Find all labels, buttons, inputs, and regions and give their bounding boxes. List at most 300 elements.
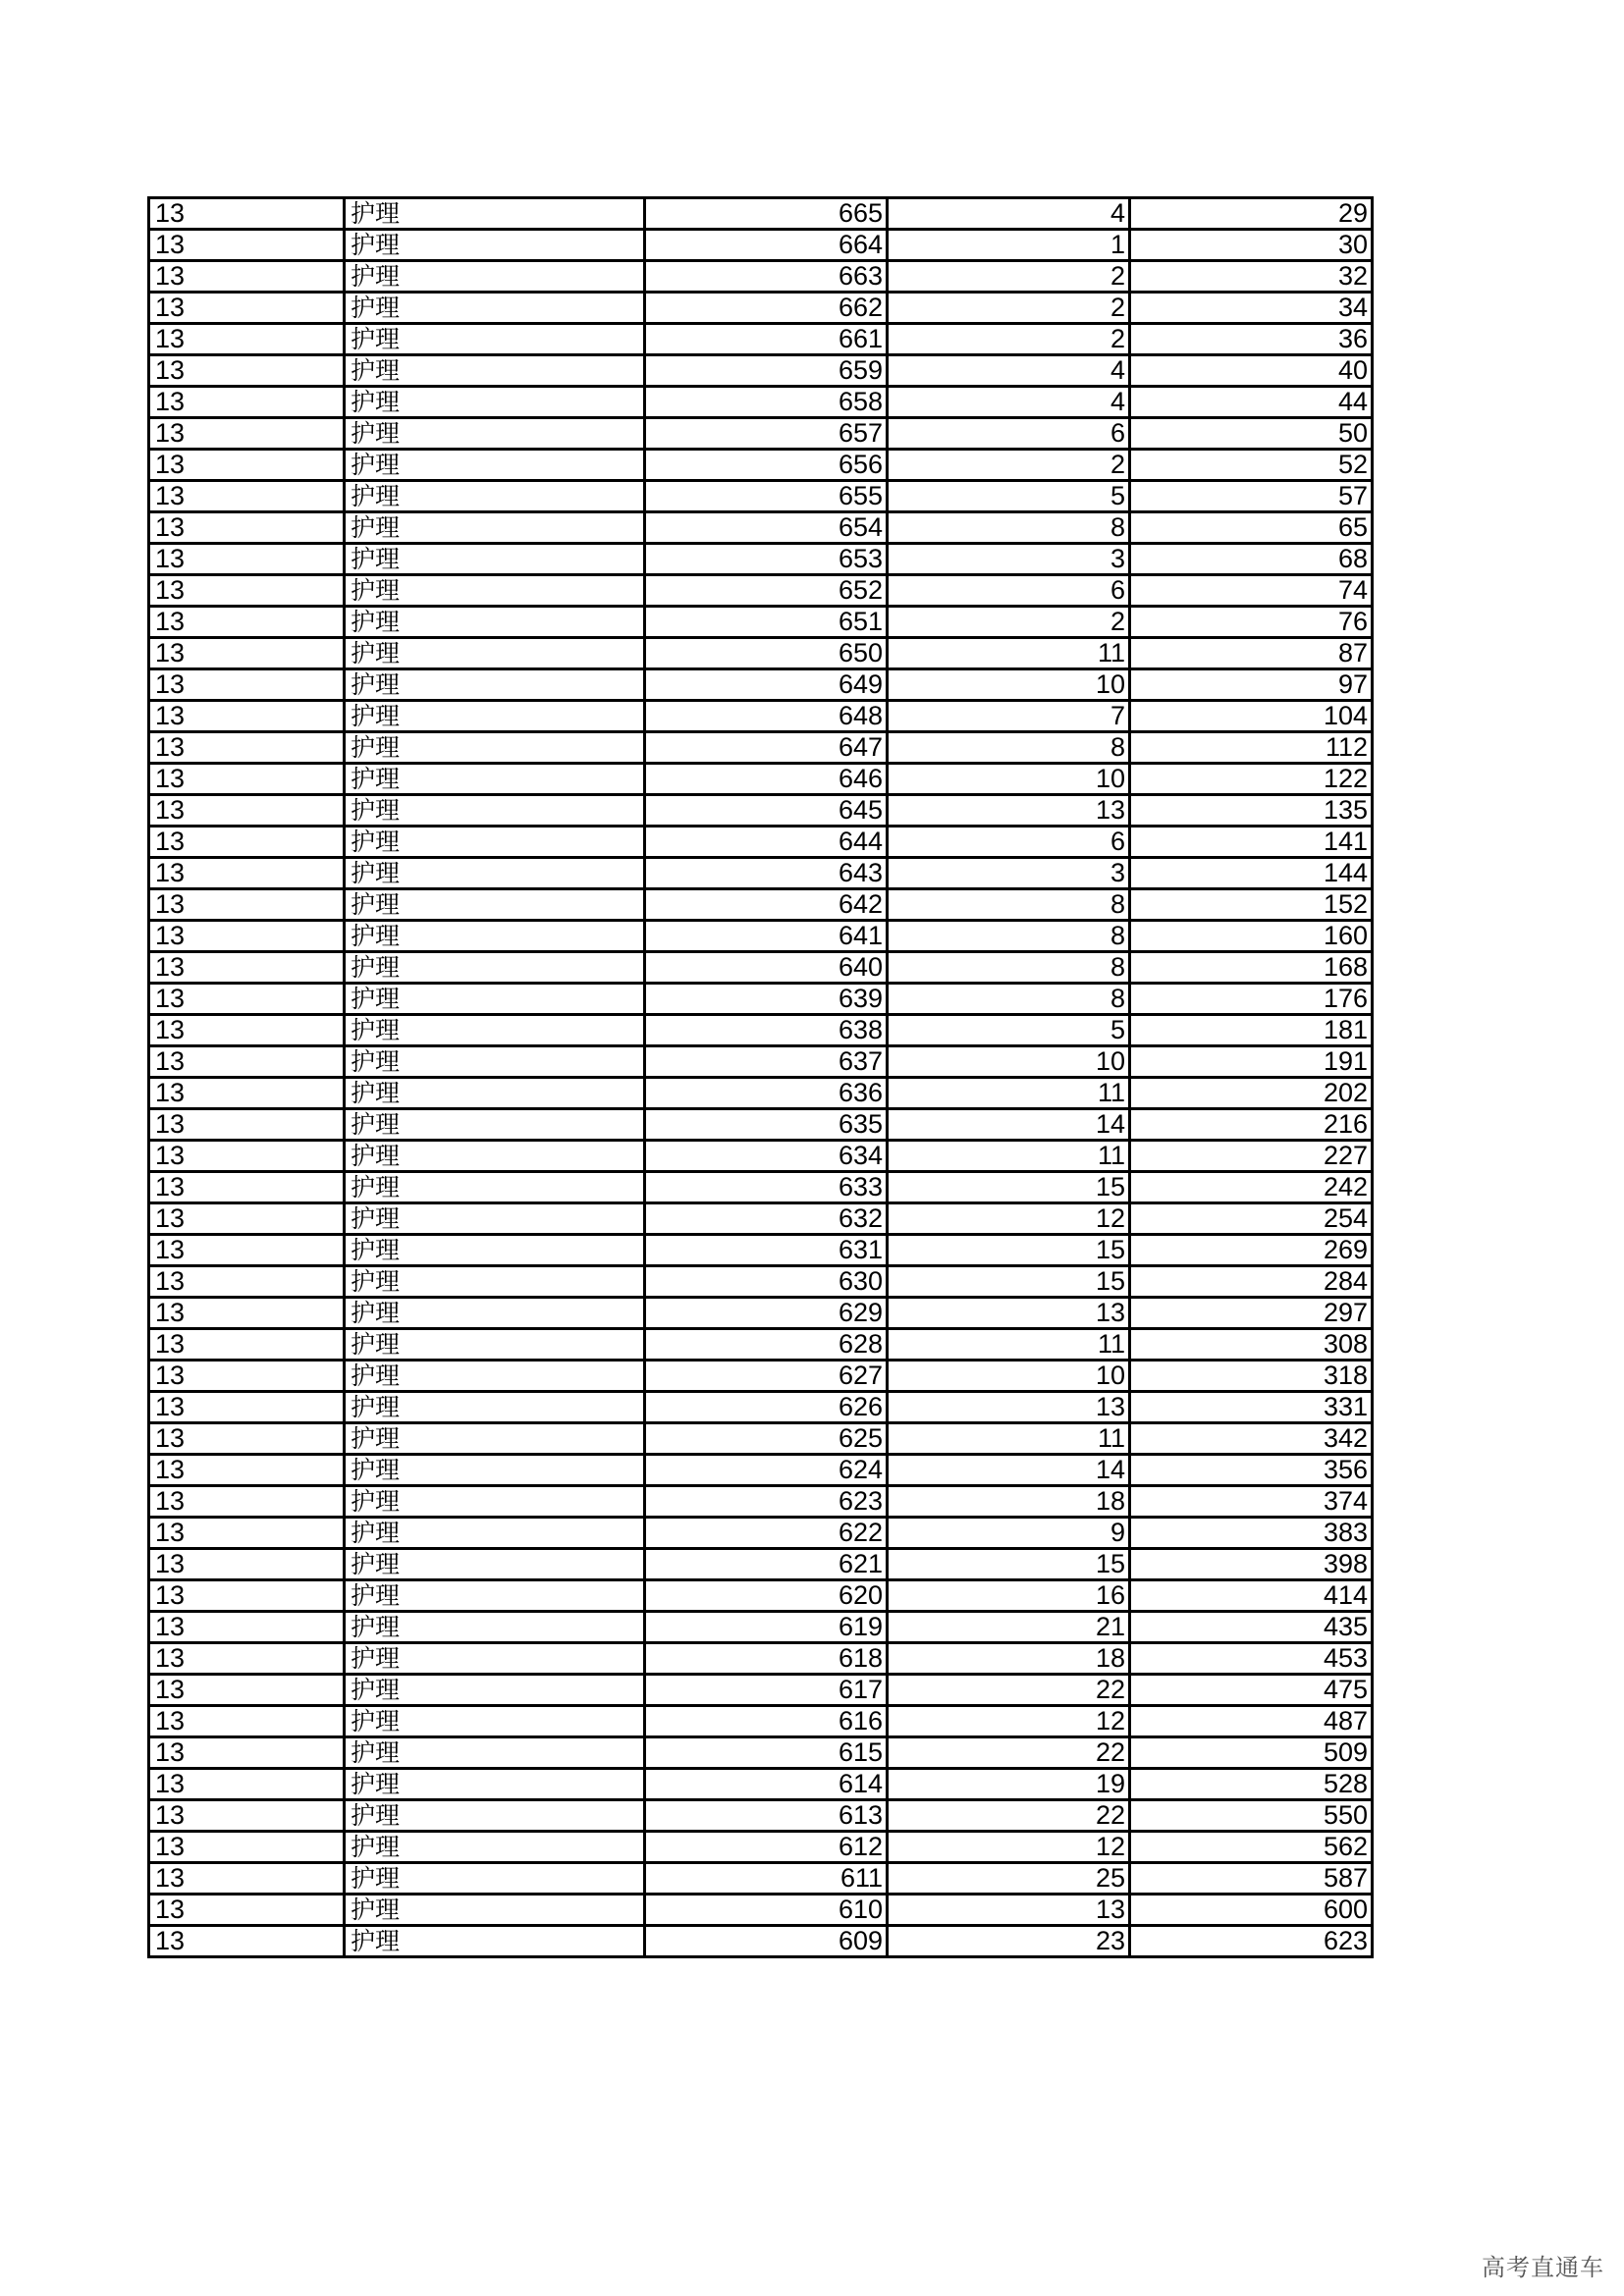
table-row (149, 1015, 1373, 1046)
table-row (149, 1046, 1373, 1078)
count-cell: 15 (888, 1172, 1130, 1203)
code-cell: 13 (149, 1612, 345, 1643)
count-cell: 7 (888, 701, 1130, 732)
score-cell: 634 (645, 1141, 888, 1172)
code-cell: 13 (149, 921, 345, 952)
count-cell: 14 (888, 1109, 1130, 1141)
code-cell: 13 (149, 512, 345, 544)
count-cell: 21 (888, 1612, 1130, 1643)
code-cell: 13 (149, 1926, 345, 1957)
code-cell: 13 (149, 575, 345, 607)
score-cell: 654 (645, 512, 888, 544)
code-cell: 13 (149, 732, 345, 764)
score-cell: 632 (645, 1203, 888, 1235)
cumulative-cell: 74 (1130, 575, 1373, 607)
count-cell: 23 (888, 1926, 1130, 1957)
count-cell: 18 (888, 1643, 1130, 1675)
cumulative-cell: 135 (1130, 795, 1373, 827)
count-cell: 10 (888, 764, 1130, 795)
count-cell: 2 (888, 324, 1130, 355)
table-row (149, 198, 1373, 230)
table-row (149, 387, 1373, 418)
code-cell: 13 (149, 1518, 345, 1549)
table-row (149, 1298, 1373, 1329)
major-cell: 护理 (345, 1015, 645, 1046)
score-cell: 649 (645, 669, 888, 701)
code-cell: 13 (149, 1832, 345, 1863)
score-cell: 659 (645, 355, 888, 387)
table-row (149, 1109, 1373, 1141)
score-table (147, 196, 1374, 1958)
major-cell: 护理 (345, 1895, 645, 1926)
code-cell: 13 (149, 293, 345, 324)
major-cell: 护理 (345, 1046, 645, 1078)
score-cell: 611 (645, 1863, 888, 1895)
count-cell: 2 (888, 293, 1130, 324)
code-cell: 13 (149, 1455, 345, 1486)
table-row (149, 858, 1373, 889)
table-row (149, 1423, 1373, 1455)
table-row (149, 1675, 1373, 1706)
cumulative-cell: 550 (1130, 1800, 1373, 1832)
major-cell: 护理 (345, 1141, 645, 1172)
code-cell: 13 (149, 544, 345, 575)
cumulative-cell: 36 (1130, 324, 1373, 355)
score-cell: 652 (645, 575, 888, 607)
code-cell: 13 (149, 1706, 345, 1737)
count-cell: 14 (888, 1455, 1130, 1486)
score-cell: 638 (645, 1015, 888, 1046)
major-cell: 护理 (345, 1580, 645, 1612)
cumulative-cell: 269 (1130, 1235, 1373, 1266)
score-cell: 661 (645, 324, 888, 355)
code-cell: 13 (149, 764, 345, 795)
code-cell: 13 (149, 1361, 345, 1392)
cumulative-cell: 216 (1130, 1109, 1373, 1141)
cumulative-cell: 176 (1130, 984, 1373, 1015)
cumulative-cell: 342 (1130, 1423, 1373, 1455)
major-cell: 护理 (345, 355, 645, 387)
code-cell: 13 (149, 1172, 345, 1203)
score-cell: 616 (645, 1706, 888, 1737)
major-cell: 护理 (345, 889, 645, 921)
count-cell: 5 (888, 481, 1130, 512)
cumulative-cell: 297 (1130, 1298, 1373, 1329)
cumulative-cell: 144 (1130, 858, 1373, 889)
code-cell: 13 (149, 638, 345, 669)
score-cell: 664 (645, 230, 888, 261)
cumulative-cell: 308 (1130, 1329, 1373, 1361)
major-cell: 护理 (345, 1172, 645, 1203)
code-cell: 13 (149, 701, 345, 732)
major-cell: 护理 (345, 261, 645, 293)
major-cell: 护理 (345, 1329, 645, 1361)
table-row (149, 324, 1373, 355)
count-cell: 15 (888, 1549, 1130, 1580)
count-cell: 8 (888, 732, 1130, 764)
count-cell: 10 (888, 1361, 1130, 1392)
table-row (149, 1518, 1373, 1549)
score-table-body (149, 198, 1373, 1957)
table-row (149, 1235, 1373, 1266)
table-row (149, 1706, 1373, 1737)
score-cell: 613 (645, 1800, 888, 1832)
count-cell: 11 (888, 1078, 1130, 1109)
table-row (149, 512, 1373, 544)
code-cell: 13 (149, 1737, 345, 1769)
cumulative-cell: 374 (1130, 1486, 1373, 1518)
code-cell: 13 (149, 1580, 345, 1612)
score-cell: 644 (645, 827, 888, 858)
count-cell: 10 (888, 669, 1130, 701)
major-cell: 护理 (345, 1109, 645, 1141)
score-cell: 663 (645, 261, 888, 293)
code-cell: 13 (149, 1203, 345, 1235)
major-cell: 护理 (345, 764, 645, 795)
cumulative-cell: 50 (1130, 418, 1373, 450)
count-cell: 11 (888, 1329, 1130, 1361)
cumulative-cell: 32 (1130, 261, 1373, 293)
code-cell: 13 (149, 1015, 345, 1046)
code-cell: 13 (149, 450, 345, 481)
count-cell: 4 (888, 198, 1130, 230)
score-cell: 641 (645, 921, 888, 952)
cumulative-cell: 65 (1130, 512, 1373, 544)
score-cell: 648 (645, 701, 888, 732)
code-cell: 13 (149, 1235, 345, 1266)
code-cell: 13 (149, 1800, 345, 1832)
code-cell: 13 (149, 418, 345, 450)
cumulative-cell: 34 (1130, 293, 1373, 324)
major-cell: 护理 (345, 1361, 645, 1392)
code-cell: 13 (149, 1392, 345, 1423)
count-cell: 12 (888, 1832, 1130, 1863)
major-cell: 护理 (345, 732, 645, 764)
table-row (149, 889, 1373, 921)
count-cell: 8 (888, 984, 1130, 1015)
code-cell: 13 (149, 355, 345, 387)
major-cell: 护理 (345, 638, 645, 669)
count-cell: 8 (888, 889, 1130, 921)
table-row (149, 1329, 1373, 1361)
cumulative-cell: 29 (1130, 198, 1373, 230)
table-row (149, 355, 1373, 387)
major-cell: 护理 (345, 1863, 645, 1895)
count-cell: 8 (888, 952, 1130, 984)
code-cell: 13 (149, 1423, 345, 1455)
code-cell: 13 (149, 387, 345, 418)
major-cell: 护理 (345, 1455, 645, 1486)
cumulative-cell: 30 (1130, 230, 1373, 261)
score-cell: 618 (645, 1643, 888, 1675)
score-cell: 650 (645, 638, 888, 669)
score-cell: 656 (645, 450, 888, 481)
cumulative-cell: 76 (1130, 607, 1373, 638)
count-cell: 6 (888, 575, 1130, 607)
table-row (149, 450, 1373, 481)
major-cell: 护理 (345, 544, 645, 575)
table-row (149, 481, 1373, 512)
count-cell: 10 (888, 1046, 1130, 1078)
major-cell: 护理 (345, 669, 645, 701)
major-cell: 护理 (345, 418, 645, 450)
code-cell: 13 (149, 198, 345, 230)
count-cell: 9 (888, 1518, 1130, 1549)
score-cell: 637 (645, 1046, 888, 1078)
count-cell: 12 (888, 1203, 1130, 1235)
score-cell: 617 (645, 1675, 888, 1706)
cumulative-cell: 600 (1130, 1895, 1373, 1926)
table-row (149, 1832, 1373, 1863)
score-cell: 626 (645, 1392, 888, 1423)
major-cell: 护理 (345, 575, 645, 607)
count-cell: 8 (888, 512, 1130, 544)
cumulative-cell: 181 (1130, 1015, 1373, 1046)
count-cell: 25 (888, 1863, 1130, 1895)
watermark-text: 高考直通车 (1482, 2254, 1604, 2281)
cumulative-cell: 160 (1130, 921, 1373, 952)
major-cell: 护理 (345, 1800, 645, 1832)
score-cell: 615 (645, 1737, 888, 1769)
score-cell: 665 (645, 198, 888, 230)
major-cell: 护理 (345, 1203, 645, 1235)
code-cell: 13 (149, 1675, 345, 1706)
score-cell: 622 (645, 1518, 888, 1549)
count-cell: 15 (888, 1266, 1130, 1298)
score-cell: 635 (645, 1109, 888, 1141)
count-cell: 22 (888, 1800, 1130, 1832)
code-cell: 13 (149, 1109, 345, 1141)
major-cell: 护理 (345, 607, 645, 638)
cumulative-cell: 52 (1130, 450, 1373, 481)
table-row (149, 607, 1373, 638)
count-cell: 1 (888, 230, 1130, 261)
cumulative-cell: 141 (1130, 827, 1373, 858)
score-cell: 640 (645, 952, 888, 984)
major-cell: 护理 (345, 827, 645, 858)
count-cell: 4 (888, 355, 1130, 387)
score-cell: 630 (645, 1266, 888, 1298)
score-cell: 627 (645, 1361, 888, 1392)
cumulative-cell: 487 (1130, 1706, 1373, 1737)
cumulative-cell: 562 (1130, 1832, 1373, 1863)
table-row (149, 261, 1373, 293)
score-cell: 657 (645, 418, 888, 450)
table-row (149, 1612, 1373, 1643)
table-row (149, 1172, 1373, 1203)
count-cell: 6 (888, 827, 1130, 858)
cumulative-cell: 414 (1130, 1580, 1373, 1612)
count-cell: 13 (888, 795, 1130, 827)
score-cell: 620 (645, 1580, 888, 1612)
count-cell: 13 (888, 1392, 1130, 1423)
table-row (149, 575, 1373, 607)
code-cell: 13 (149, 669, 345, 701)
score-cell: 628 (645, 1329, 888, 1361)
cumulative-cell: 168 (1130, 952, 1373, 984)
table-row (149, 1580, 1373, 1612)
score-cell: 621 (645, 1549, 888, 1580)
score-cell: 642 (645, 889, 888, 921)
table-row (149, 293, 1373, 324)
table-row (149, 1486, 1373, 1518)
code-cell: 13 (149, 1329, 345, 1361)
score-cell: 643 (645, 858, 888, 889)
cumulative-cell: 435 (1130, 1612, 1373, 1643)
score-cell: 629 (645, 1298, 888, 1329)
code-cell: 13 (149, 1643, 345, 1675)
code-cell: 13 (149, 858, 345, 889)
count-cell: 13 (888, 1298, 1130, 1329)
code-cell: 13 (149, 1298, 345, 1329)
cumulative-cell: 40 (1130, 355, 1373, 387)
table-row (149, 1266, 1373, 1298)
cumulative-cell: 453 (1130, 1643, 1373, 1675)
count-cell: 2 (888, 607, 1130, 638)
count-cell: 3 (888, 544, 1130, 575)
table-row (149, 1455, 1373, 1486)
table-row (149, 669, 1373, 701)
code-cell: 13 (149, 1549, 345, 1580)
major-cell: 护理 (345, 1423, 645, 1455)
score-cell: 636 (645, 1078, 888, 1109)
count-cell: 22 (888, 1737, 1130, 1769)
table-row (149, 1737, 1373, 1769)
count-cell: 13 (888, 1895, 1130, 1926)
major-cell: 护理 (345, 293, 645, 324)
major-cell: 护理 (345, 1298, 645, 1329)
cumulative-cell: 509 (1130, 1737, 1373, 1769)
cumulative-cell: 97 (1130, 669, 1373, 701)
count-cell: 22 (888, 1675, 1130, 1706)
score-cell: 647 (645, 732, 888, 764)
cumulative-cell: 528 (1130, 1769, 1373, 1800)
score-cell: 645 (645, 795, 888, 827)
cumulative-cell: 398 (1130, 1549, 1373, 1580)
cumulative-cell: 331 (1130, 1392, 1373, 1423)
code-cell: 13 (149, 324, 345, 355)
table-row (149, 544, 1373, 575)
code-cell: 13 (149, 1078, 345, 1109)
cumulative-cell: 383 (1130, 1518, 1373, 1549)
count-cell: 2 (888, 261, 1130, 293)
major-cell: 护理 (345, 1706, 645, 1737)
table-row (149, 1895, 1373, 1926)
code-cell: 13 (149, 1486, 345, 1518)
cumulative-cell: 284 (1130, 1266, 1373, 1298)
code-cell: 13 (149, 889, 345, 921)
cumulative-cell: 87 (1130, 638, 1373, 669)
score-cell: 625 (645, 1423, 888, 1455)
major-cell: 护理 (345, 230, 645, 261)
cumulative-cell: 356 (1130, 1455, 1373, 1486)
score-cell: 639 (645, 984, 888, 1015)
count-cell: 16 (888, 1580, 1130, 1612)
major-cell: 护理 (345, 1832, 645, 1863)
code-cell: 13 (149, 230, 345, 261)
count-cell: 15 (888, 1235, 1130, 1266)
cumulative-cell: 112 (1130, 732, 1373, 764)
table-row (149, 1643, 1373, 1675)
score-cell: 624 (645, 1455, 888, 1486)
score-cell: 662 (645, 293, 888, 324)
count-cell: 12 (888, 1706, 1130, 1737)
major-cell: 护理 (345, 1392, 645, 1423)
major-cell: 护理 (345, 1518, 645, 1549)
cumulative-cell: 191 (1130, 1046, 1373, 1078)
major-cell: 护理 (345, 795, 645, 827)
code-cell: 13 (149, 1141, 345, 1172)
score-cell: 614 (645, 1769, 888, 1800)
cumulative-cell: 318 (1130, 1361, 1373, 1392)
table-row (149, 921, 1373, 952)
code-cell: 13 (149, 1046, 345, 1078)
table-row (149, 732, 1373, 764)
major-cell: 护理 (345, 1549, 645, 1580)
score-cell: 612 (645, 1832, 888, 1863)
cumulative-cell: 44 (1130, 387, 1373, 418)
table-row (149, 984, 1373, 1015)
cumulative-cell: 202 (1130, 1078, 1373, 1109)
major-cell: 护理 (345, 512, 645, 544)
table-row (149, 827, 1373, 858)
major-cell: 护理 (345, 1612, 645, 1643)
table-row (149, 1203, 1373, 1235)
score-cell: 631 (645, 1235, 888, 1266)
cumulative-cell: 587 (1130, 1863, 1373, 1895)
cumulative-cell: 68 (1130, 544, 1373, 575)
cumulative-cell: 57 (1130, 481, 1373, 512)
code-cell: 13 (149, 607, 345, 638)
major-cell: 护理 (345, 858, 645, 889)
cumulative-cell: 475 (1130, 1675, 1373, 1706)
major-cell: 护理 (345, 1078, 645, 1109)
score-cell: 651 (645, 607, 888, 638)
score-cell: 610 (645, 1895, 888, 1926)
table-row (149, 1078, 1373, 1109)
table-row (149, 701, 1373, 732)
count-cell: 4 (888, 387, 1130, 418)
cumulative-cell: 122 (1130, 764, 1373, 795)
score-cell: 609 (645, 1926, 888, 1957)
major-cell: 护理 (345, 1235, 645, 1266)
major-cell: 护理 (345, 984, 645, 1015)
major-cell: 护理 (345, 1643, 645, 1675)
code-cell: 13 (149, 984, 345, 1015)
code-cell: 13 (149, 1895, 345, 1926)
score-cell: 633 (645, 1172, 888, 1203)
table-row (149, 1549, 1373, 1580)
table-row (149, 418, 1373, 450)
table-row (149, 230, 1373, 261)
cumulative-cell: 104 (1130, 701, 1373, 732)
major-cell: 护理 (345, 198, 645, 230)
table-row (149, 1392, 1373, 1423)
code-cell: 13 (149, 827, 345, 858)
count-cell: 19 (888, 1769, 1130, 1800)
major-cell: 护理 (345, 324, 645, 355)
major-cell: 护理 (345, 450, 645, 481)
major-cell: 护理 (345, 1675, 645, 1706)
table-row (149, 1926, 1373, 1957)
major-cell: 护理 (345, 701, 645, 732)
score-cell: 653 (645, 544, 888, 575)
count-cell: 11 (888, 1141, 1130, 1172)
count-cell: 3 (888, 858, 1130, 889)
code-cell: 13 (149, 795, 345, 827)
score-cell: 623 (645, 1486, 888, 1518)
cumulative-cell: 152 (1130, 889, 1373, 921)
